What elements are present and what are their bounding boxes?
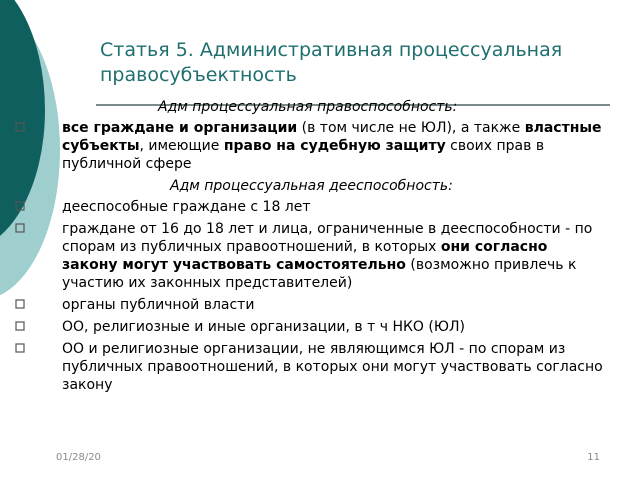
footer-date: 01/28/20 bbox=[56, 452, 101, 463]
page-number: 11 bbox=[587, 452, 600, 463]
heading-text: Адм процессуальная правоспособность: bbox=[158, 99, 458, 115]
heading-text: Адм процессуальная дееспособность: bbox=[170, 178, 453, 194]
slide-content bbox=[44, 98, 604, 398]
text-run: (в том числе не ЮЛ), а также bbox=[297, 120, 525, 136]
hollow-square-bullet-icon bbox=[14, 200, 26, 212]
bold-text: право на судебную защиту bbox=[223, 138, 446, 154]
hollow-square-bullet-icon bbox=[14, 222, 26, 234]
list-item bbox=[14, 340, 604, 394]
hollow-square-bullet-icon bbox=[14, 320, 26, 332]
hollow-square-bullet-icon bbox=[14, 121, 26, 133]
list-item bbox=[14, 119, 604, 173]
list-item-text bbox=[62, 221, 592, 291]
hollow-square-bullet-icon bbox=[14, 298, 26, 310]
hollow-square-bullet-icon bbox=[14, 342, 26, 354]
text-run: дееспособные граждане с 18 лет bbox=[62, 199, 311, 215]
section-heading-capacity bbox=[158, 98, 604, 116]
bold-text: властные субъекты bbox=[62, 120, 602, 154]
text-run: своих прав в публичной сфере bbox=[62, 138, 545, 172]
text-run: граждане от 16 до 18 лет и лица, ограниченные в дееспособности - по спорам из публичных правоотношений, в которых bbox=[62, 221, 593, 255]
text-run: ОО и религиозные организации, не являющимся ЮЛ - по спорам из публичных правоотношений, в которых они могут участвовать согласно закону bbox=[62, 341, 603, 393]
list-item bbox=[14, 198, 604, 216]
capacity-text bbox=[62, 120, 602, 172]
text-run: ОО, религиозные и иные организации, в т ч НКО (ЮЛ) bbox=[62, 319, 465, 335]
text-run: , имеющие bbox=[139, 138, 224, 154]
list-item bbox=[14, 220, 604, 292]
list-item-text bbox=[62, 199, 311, 215]
bold-text: они согласно закону могут участвовать самостоятельно bbox=[62, 239, 548, 273]
slide-title: Статья 5. Административная процессуальная правосубъектность bbox=[100, 39, 563, 86]
bold-text: все граждане и организации bbox=[62, 120, 298, 136]
list-item bbox=[14, 318, 604, 336]
competence-list bbox=[44, 198, 604, 394]
list-item-text bbox=[62, 297, 254, 313]
list-item-text bbox=[62, 319, 465, 335]
section-heading-competence bbox=[170, 177, 604, 195]
list-item bbox=[14, 296, 604, 314]
text-run: (возможно привлечь к участию их законных представителей) bbox=[62, 257, 577, 291]
text-run: органы публичной власти bbox=[62, 297, 255, 313]
list-item-text bbox=[62, 341, 603, 393]
